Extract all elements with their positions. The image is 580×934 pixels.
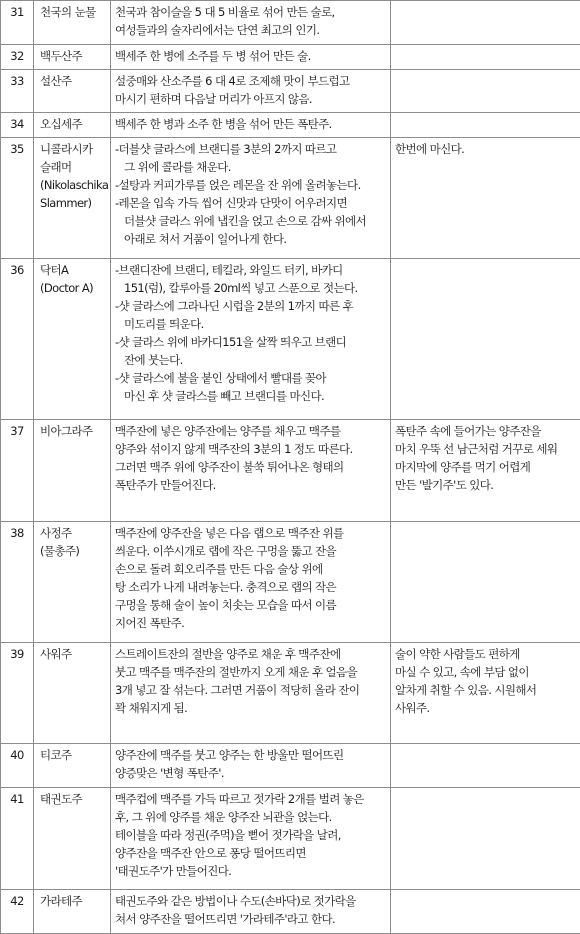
recipe-line: 꽉 채워지게 됨. [115,700,188,715]
recipe-line: 마신 후 샷 글라스를 빼고 브랜디를 마신다. [124,389,325,404]
recipe-line: 폭탄주가 만들어진다. [115,477,216,492]
recipe-line: 양주와 섞이지 않게 맥주잔의 3분의 1 정도 따른다. [115,441,353,456]
drink-name-line: 닥터A [40,263,69,278]
recipe-line: 미도리를 띄운다. [124,317,204,332]
note-cell [391,521,580,642]
recipe-line: 태권도주와 같은 방법이나 수도(손바닥)로 젓가락을 [115,893,356,908]
recipe-line: 후, 그 위에 양주를 채운 양주잔 뇌관을 얹는다. [115,810,332,825]
recipe-cell [111,642,391,744]
recipe-line: 마시기 편하며 다음날 머리가 아프지 않음. [115,91,312,106]
recipe-line: 구멍을 통해 술이 높이 치솟는 모습을 따서 이름 [115,597,337,612]
recipe-line: 천국과 참이슬을 5 대 5 비율로 섞어 만든 술로, [115,5,335,19]
recipe-cell [111,744,391,788]
recipe-line: 그 위에 콜라를 채운다. [124,160,231,175]
drink-name-cell [34,521,111,642]
note-line: 폭탄주 속에 들어가는 양주잔을 [395,423,541,438]
note-line: 알차게 취할 수 있음. 시원해서 [395,682,537,697]
note-cell [391,642,580,744]
note-cell [391,889,580,933]
row-number: 41 [1,788,34,890]
drink-name-line: (Doctor A) [40,281,93,296]
drink-name-cell [34,259,111,420]
recipe-line: '태권도주'가 만들어진다. [115,864,232,879]
note-cell [391,1,580,45]
table-row [1,1,580,45]
drink-name-line: 니콜라시카 [40,142,93,157]
drink-name-line: 태권도주 [40,792,83,807]
drink-name-line: (Nikolaschika [40,178,109,193]
recipe-line: -설탕과 커피가루를 얹은 레몬을 잔 위에 올려놓는다. [115,178,361,193]
drink-name-line: 티코주 [40,748,72,763]
note-cell [391,44,580,69]
recipe-cell [111,138,391,259]
recipe-line: 맥주잔에 넣은 양주잔에는 양주를 채우고 맥주를 [115,423,341,438]
drink-name-cell [34,138,111,259]
recipe-line: 맥주컵에 맥주를 가득 따르고 젓가락 2개를 벌려 놓은 [115,792,364,807]
recipe-line: 테이블을 따라 정권(주먹)을 뻗어 젓가락을 날려, [115,828,341,843]
note-line: 한번에 마신다. [395,142,465,157]
drink-name-line: 오십세주 [40,117,83,132]
table-body [1,1,580,934]
recipe-line: 맥주잔에 양주잔을 넣은 다음 랩으로 맥주잔 위를 [115,525,344,540]
drink-name-line: 설산주 [40,73,72,88]
recipe-line: -브랜디잔에 브랜디, 테킬라, 와일드 터키, 바카디 [115,263,343,278]
row-number: 35 [1,138,34,259]
drink-name-line: 사정주 [40,525,72,540]
table-row [1,744,580,788]
recipe-line: 손으로 돌려 회오리주를 만든 다음 술상 위에 [115,561,323,576]
table-row [1,521,580,642]
row-number: 33 [1,69,34,113]
note-cell [391,788,580,890]
table-row [1,788,580,890]
recipe-cell [111,1,391,45]
recipe-cell [111,419,391,521]
recipe-line: 설중매와 산소주를 6 대 4로 조제해 맛이 부드럽고 [115,73,350,88]
recipe-line: 씌운다. 이쑤시개로 랩에 작은 구멍을 뚫고 잔을 [115,543,337,558]
note-cell [391,113,580,138]
drink-name-line: 가라테주 [40,893,83,908]
recipe-line: 양주잔을 맥주잔 안으로 퐁당 떨어뜨리면 [115,846,306,861]
note-cell [391,69,580,113]
drink-name-cell [34,642,111,744]
drink-name-cell [34,744,111,788]
note-cell [391,138,580,259]
note-line: 사워주. [395,700,430,715]
recipe-line: 지어진 폭탄주. [115,615,185,630]
drink-name-line: 슬래머 [40,160,72,175]
recipe-line: 백세주 한 병에 소주를 두 병 섞어 만든 술. [115,48,311,63]
row-number: 32 [1,44,34,69]
drink-name-cell [34,113,111,138]
recipe-cell [111,521,391,642]
row-number: 31 [1,1,34,45]
recipe-line: -샷 글라스 위에 바카디151을 살짝 띄우고 브랜디 [115,335,347,350]
drink-name-cell [34,419,111,521]
drink-name-cell [34,788,111,890]
recipe-line: -레몬을 입속 가득 씹어 신맛과 단맛이 어우러지면 [115,196,348,211]
recipe-line: 스트레이트잔의 절반을 양주로 채운 후 맥주잔에 [115,646,341,661]
recipe-line: 양증맞은 '변형 폭탄주'. [115,766,224,781]
row-number: 42 [1,889,34,933]
drink-name-line: 백두산주 [40,48,83,63]
recipe-line: 여성들과의 술자리에서는 단연 최고의 인기. [115,23,320,37]
table-row [1,419,580,521]
drink-name-line: (물총주) [40,543,80,558]
note-cell [391,744,580,788]
recipe-cell [111,113,391,138]
row-number: 40 [1,744,34,788]
recipe-cell [111,69,391,113]
note-line: 마지막에 양주를 먹기 어렵게 [395,459,531,474]
drink-name-cell [34,69,111,113]
recipe-line: 쳐서 양주잔을 떨어뜨리면 '가라테주'라고 한다. [115,911,336,926]
recipe-line: -더블샷 글라스에 브랜디를 3분의 2까지 따르고 [115,142,337,157]
recipe-line: 탕 소리가 나게 내려놓는다. 충격으로 랩의 작은 [115,579,337,594]
drink-name-line: 천국의 눈물 [40,5,96,19]
table-row [1,138,580,259]
table-row [1,259,580,420]
recipe-line: -샷 글라스에 불을 붙인 상태에서 빨대를 꽂아 [115,371,327,386]
recipe-line: 그러면 맥주 위에 양주잔이 불쑥 튀어나온 형태의 [115,459,344,474]
table-row [1,113,580,138]
row-number: 39 [1,642,34,744]
drink-name-line: Slammer) [40,196,92,211]
recipe-line: 양주잔에 맥주를 붓고 양주는 한 방울만 떨어뜨린 [115,748,344,763]
recipe-line: 아래로 쳐서 거품이 일어나게 한다. [124,232,287,247]
table-row [1,889,580,933]
table-row [1,69,580,113]
recipe-cell [111,44,391,69]
recipe-line: 더블샷 글라스 위에 냅킨을 얹고 손으로 감싸 위에서 [124,214,367,229]
note-line: 만든 '발기주'도 있다. [395,477,494,492]
note-cell [391,259,580,420]
note-line: 술이 약한 사람들도 편하게 [395,646,520,661]
note-line: 마실 수 있고, 속에 부담 없이 [395,664,529,679]
recipe-cell [111,788,391,890]
table-row [1,44,580,69]
note-cell [391,419,580,521]
row-number: 34 [1,113,34,138]
recipe-line: -샷 글라스에 그라나딘 시럽을 2분의 1까지 따른 후 [115,299,354,314]
row-number: 36 [1,259,34,420]
drink-name-cell [34,44,111,69]
row-number: 37 [1,419,34,521]
note-line: 마치 우뚝 선 남근처럼 거꾸로 세워 [395,441,558,456]
drink-name-line: 사워주 [40,646,72,661]
drink-name-cell [34,1,111,45]
recipe-cell [111,889,391,933]
drink-name-line: 비아그라주 [40,423,93,438]
recipe-cell [111,259,391,420]
recipe-line: 백세주 한 병과 소주 한 병을 섞어 만든 폭탄주. [115,117,332,132]
row-number: 38 [1,521,34,642]
recipe-line: 3개 넣고 잘 섞는다. 그러면 거품이 적당히 올라 잔이 [115,682,360,697]
recipe-line: 잔에 붓는다. [124,353,183,368]
table-row [1,642,580,744]
recipe-line: 붓고 맥주를 맥주잔의 절반까지 오게 채운 후 얼음을 [115,664,358,679]
recipe-line: 151(럼), 칼루아를 20ml씩 넣고 스푼으로 젓는다. [124,281,358,296]
drink-name-cell [34,889,111,933]
